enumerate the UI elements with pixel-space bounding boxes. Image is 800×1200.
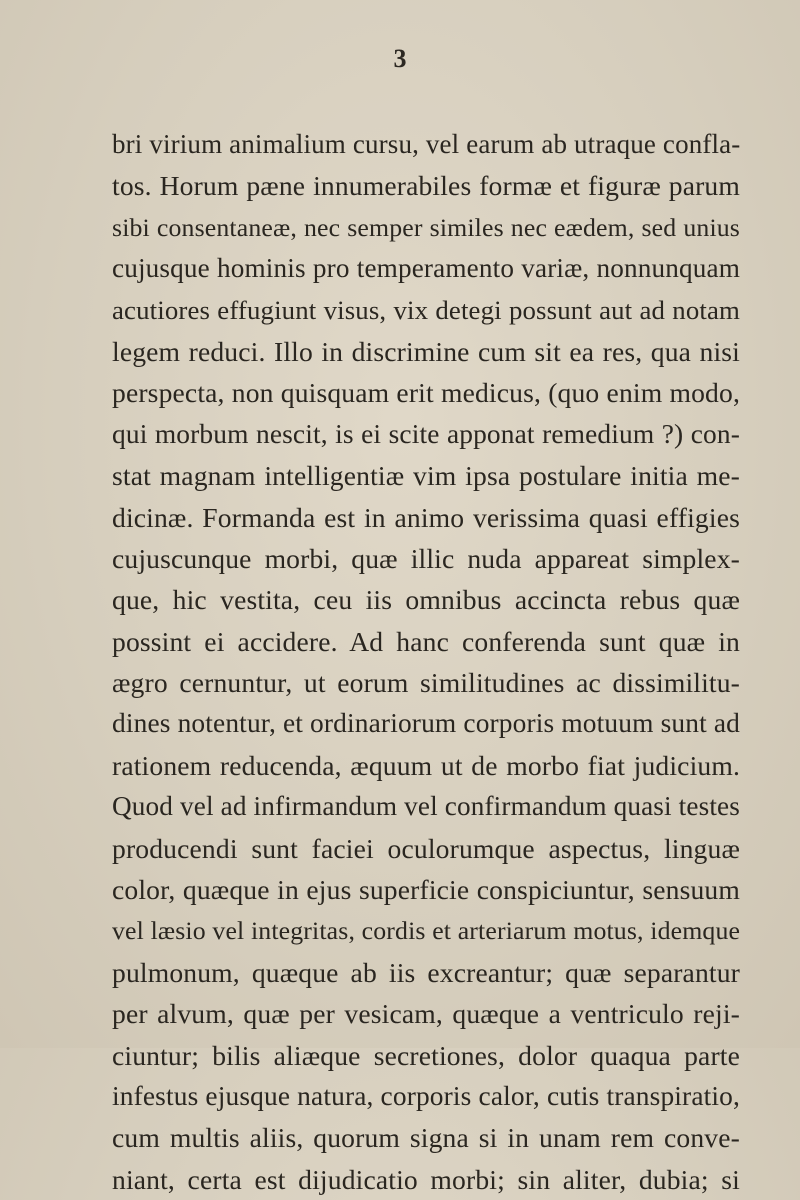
- text-line: perspecta, non quisquam erit medicus, (quo enim modo,: [112, 377, 740, 409]
- text-line: acutiores effugiunt visus, vix detegi possunt aut ad notam: [112, 294, 740, 325]
- text-line: dicinæ. Formanda est in animo verissima quasi effigies: [112, 501, 740, 533]
- text-line: producendi sunt faciei oculorumque aspectus, linguæ: [112, 832, 740, 864]
- page-number: 3: [393, 44, 407, 73]
- text-line: sibi consentaneæ, nec semper similes nec eædem, sed unius: [112, 212, 740, 242]
- text-line: rationem reducenda, æquum ut de morbo fiat judicium.: [112, 749, 740, 781]
- text-line: niant, certa est dijudicatio morbi; sin aliter, dubia; si: [112, 1163, 740, 1195]
- text-line: possint ei accidere. Ad hanc conferenda sunt quæ in: [112, 625, 740, 657]
- text-line: pulmonum, quæque ab iis excreantur; quæ separantur: [112, 956, 740, 988]
- text-line: infestus ejusque natura, corporis calor, cutis transpiratio,: [112, 1080, 740, 1111]
- text-line: dines notentur, et ordinariorum corporis motuum sunt ad: [112, 708, 740, 739]
- text-line: cum multis aliis, quorum signa si in unam rem conve-: [112, 1122, 740, 1154]
- text-line: stat magnam intelligentiæ vim ipsa postulare initia me-: [112, 460, 740, 492]
- body-text: [112, 124, 740, 1200]
- text-line: legem reduci. Illo in discrimine cum sit ea res, qua nisi: [112, 335, 740, 367]
- text-line: cujusque hominis pro temperamento variæ, nonnunquam: [112, 253, 740, 284]
- text-line: per alvum, quæ per vesicam, quæque a ventriculo reji-: [112, 998, 740, 1030]
- text-line: ciuntur; bilis aliæque secretiones, dolor quaqua parte: [112, 1039, 740, 1071]
- text-line: vel læsio vel integritas, cordis et arteriarum motus, idemque: [112, 916, 741, 946]
- text-line: cujuscunque morbi, quæ illic nuda appareat simplex-: [112, 542, 740, 574]
- text-line: que, hic vestita, ceu iis omnibus accincta rebus quæ: [112, 584, 740, 616]
- text-line: qui morbum nescit, is ei scite apponat remedium ?) con-: [112, 418, 740, 449]
- text-line: Quod vel ad infirmandum vel confirmandum quasi testes: [112, 791, 740, 822]
- text-line: tos. Horum pæne innumerabiles formæ et figuræ parum: [112, 170, 740, 202]
- text-line: color, quæque in ejus superficie conspiciuntur, sensuum: [112, 874, 740, 906]
- text-line: ægro cernuntur, ut eorum similitudines ac dissimilitu-: [112, 667, 740, 699]
- text-line: bri virium animalium cursu, vel earum ab utraque confla-: [112, 129, 741, 159]
